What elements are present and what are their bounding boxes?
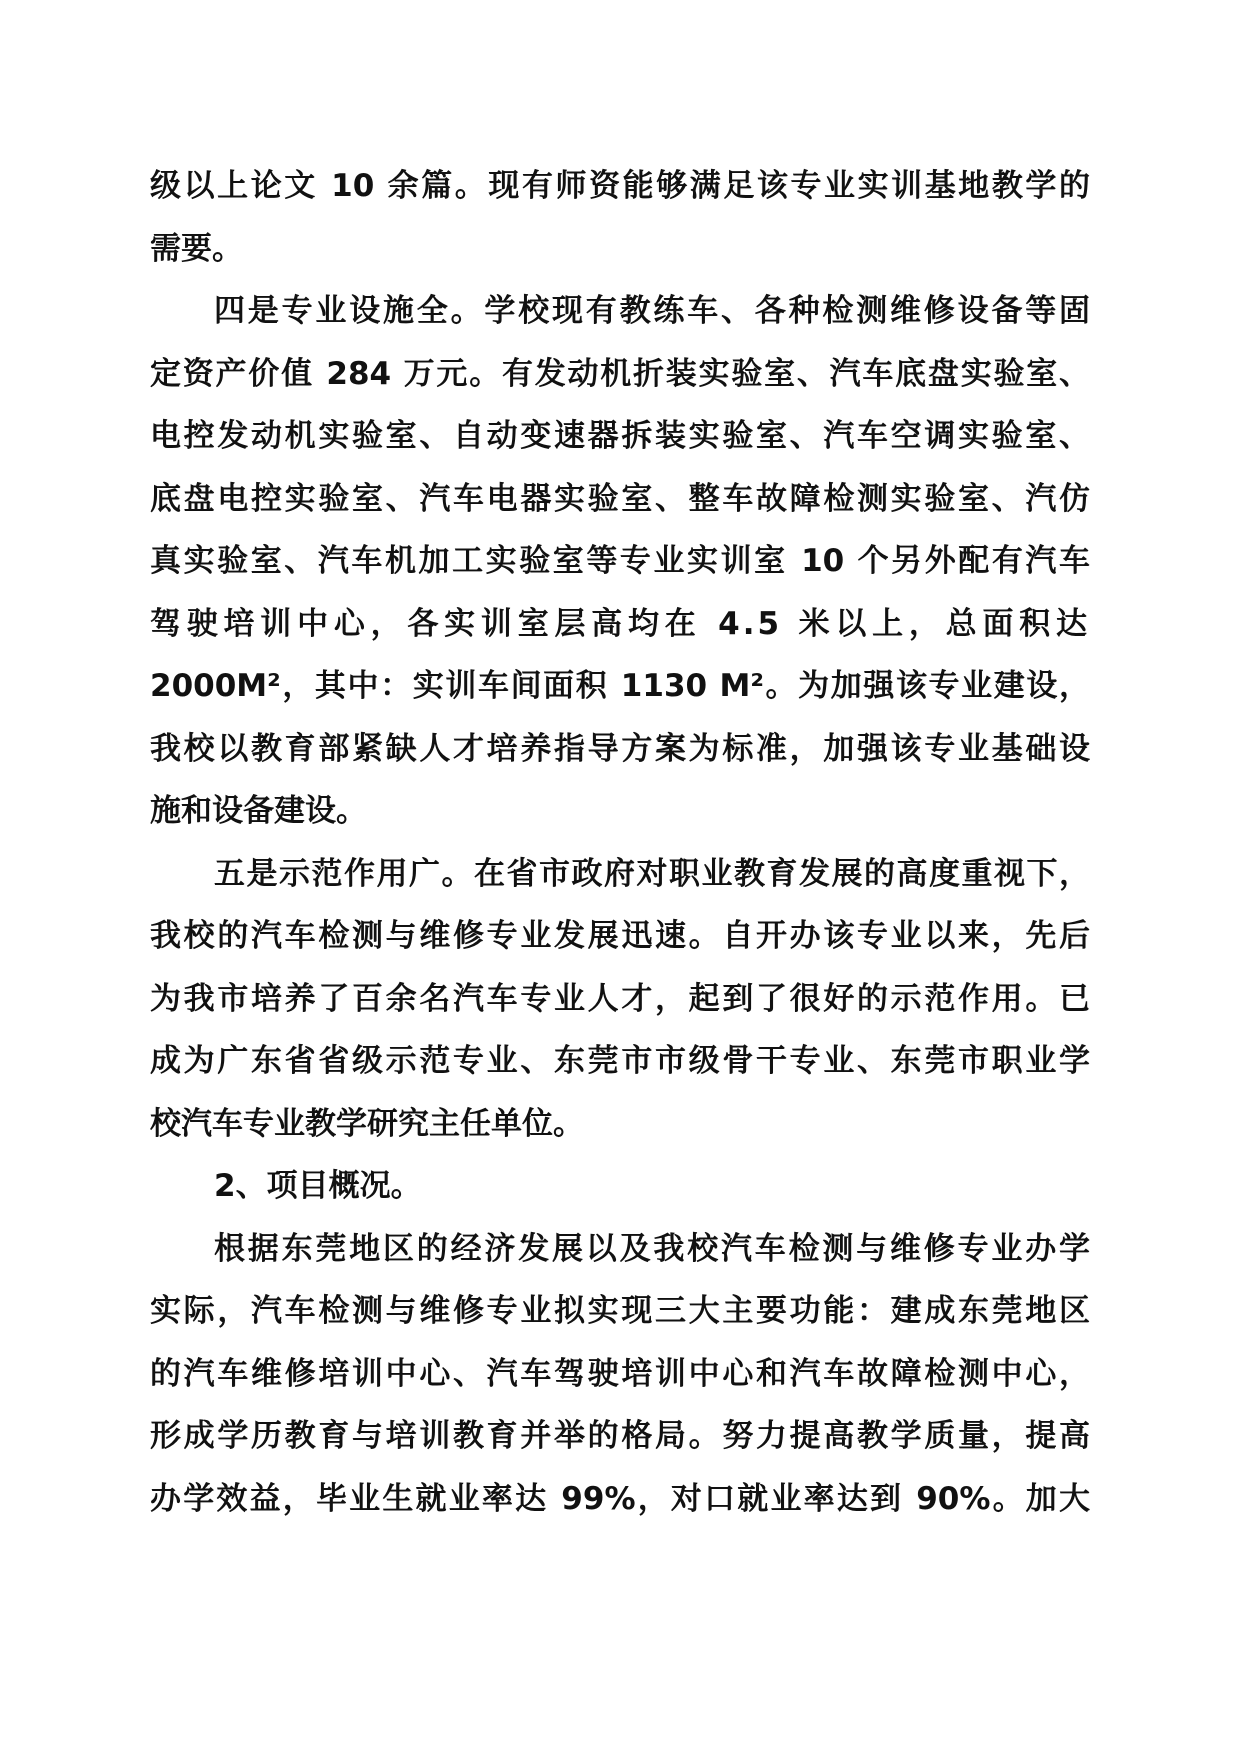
text-line: 定资产价值 284 万元。有发动机折装实验室、汽车底盘实验室、	[150, 355, 1090, 392]
text-line: 办学效益，毕业生就业率达 99%，对口就业率达到 90%。加大	[150, 1480, 1090, 1517]
text-line: 的汽车维修培训中心、汽车驾驶培训中心和汽车故障检测中心，	[150, 1355, 1090, 1392]
text-line: 五是示范作用广。在省市政府对职业教育发展的高度重视下，	[214, 855, 1090, 892]
text-line: 根据东莞地区的经济发展以及我校汽车检测与维修专业办学	[214, 1230, 1090, 1267]
text-line: 级以上论文 10 余篇。现有师资能够满足该专业实训基地教学的	[150, 168, 1090, 204]
text-line: 真实验室、汽车机加工实验室等专业实训室 10 个另外配有汽车	[150, 543, 1090, 579]
text-line: 电控发动机实验室、自动变速器拆装实验室、汽车空调实验室、	[150, 418, 1090, 454]
text-line: 四是专业设施全。学校现有教练车、各种检测维修设备等固	[214, 293, 1090, 329]
text-line: 实际，汽车检测与维修专业拟实现三大主要功能：建成东莞地区	[150, 1293, 1090, 1329]
text-line: 成为广东省省级示范专业、东莞市市级骨干专业、东莞市职业学	[150, 1043, 1090, 1079]
text-line: 施和设备建设。	[150, 793, 367, 829]
text-line: 校汽车专业教学研究主任单位。	[150, 1105, 584, 1142]
text-line: 我校以教育部紧缺人才培养指导方案为标准，加强该专业基础设	[150, 730, 1090, 767]
text-line: 为我市培养了百余名汽车专业人才，起到了很好的示范作用。已	[150, 980, 1090, 1017]
text-line: 底盘电控实验室、汽车电器实验室、整车故障检测实验室、汽仿	[150, 480, 1090, 517]
text-line: 2、项目概况。	[214, 1168, 422, 1204]
text-line: 我校的汽车检测与维修专业发展迅速。自开办该专业以来，先后	[150, 918, 1090, 954]
body-text	[150, 155, 1090, 1530]
text-line: 驾驶培训中心，各实训室层高均在 4.5 米以上，总面积达	[150, 605, 1090, 642]
text-line: 需要。	[150, 230, 243, 267]
text-line: 2000M²，其中：实训车间面积 1130 M²。为加强该专业建设，	[150, 668, 1090, 704]
text-line: 形成学历教育与培训教育并举的格局。努力提高教学质量，提高	[150, 1418, 1090, 1454]
